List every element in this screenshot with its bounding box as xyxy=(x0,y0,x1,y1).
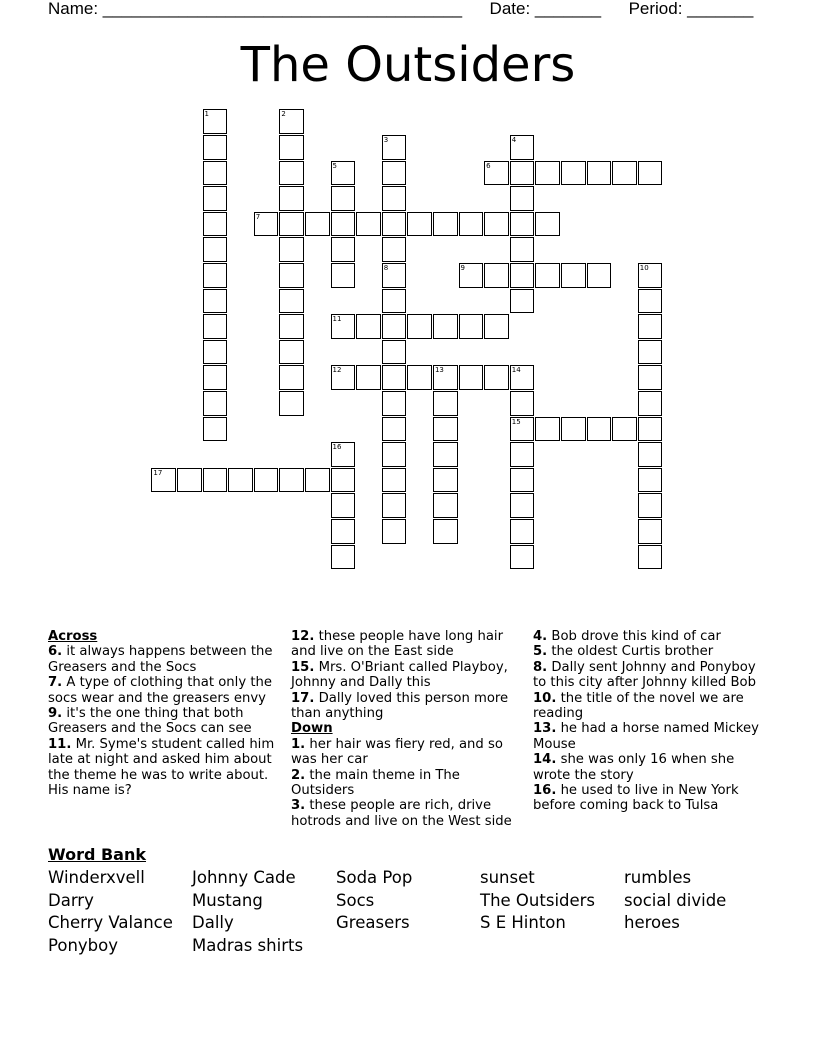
clue-number-label: 15 xyxy=(511,417,521,426)
clues-column-3 xyxy=(533,629,773,814)
crossword-cell[interactable] xyxy=(203,289,228,314)
crossword-cell[interactable] xyxy=(433,365,458,390)
crossword-cell[interactable] xyxy=(433,468,458,493)
crossword-cell[interactable] xyxy=(279,365,304,390)
crossword-cell[interactable] xyxy=(382,263,407,288)
clue-number-label: 6 xyxy=(486,161,491,170)
crossword-cell[interactable] xyxy=(484,314,509,339)
crossword-cell[interactable] xyxy=(151,468,176,493)
crossword-cell[interactable] xyxy=(459,365,484,390)
word-bank-item: The Outsiders xyxy=(480,890,596,910)
clue-across-15: 15. Mrs. O'Briant called Playboy, Johnny and Dally this xyxy=(291,659,508,691)
clue-number-label: 3 xyxy=(383,135,389,144)
crossword-cell[interactable] xyxy=(587,263,612,288)
clue-number-label: 17 xyxy=(153,468,163,477)
crossword-cell[interactable] xyxy=(459,263,484,288)
crossword-cell[interactable] xyxy=(587,417,612,442)
crossword-cell[interactable] xyxy=(510,212,535,237)
crossword-cell[interactable] xyxy=(638,314,663,339)
crossword-cell[interactable] xyxy=(254,212,279,237)
crossword-cell[interactable] xyxy=(382,519,407,544)
crossword-cell[interactable] xyxy=(638,545,663,570)
crossword-cell[interactable] xyxy=(254,468,279,493)
crossword-cell[interactable] xyxy=(510,468,535,493)
crossword-cell[interactable] xyxy=(279,135,304,160)
crossword-cell[interactable] xyxy=(203,263,228,288)
clue-across-12: 12. these people have long hair and live on the East side xyxy=(291,629,504,660)
crossword-cell[interactable] xyxy=(356,314,381,339)
crossword-cell[interactable] xyxy=(510,161,535,186)
crossword-cell[interactable] xyxy=(638,161,663,186)
word-bank-item: Ponyboy xyxy=(48,935,119,955)
clue-number-label: 14 xyxy=(511,366,521,375)
clue-down-8: 8. Dally sent Johnny and Ponyboy to this city after Johnny killed Bob xyxy=(533,659,756,691)
crossword-cell[interactable] xyxy=(638,391,663,416)
crossword-cell[interactable] xyxy=(203,212,228,237)
crossword-cell[interactable] xyxy=(382,289,407,314)
crossword-cell[interactable] xyxy=(382,442,407,467)
word-bank-item: Dally xyxy=(192,913,234,933)
across-heading: Across xyxy=(48,629,98,644)
crossword-cell[interactable] xyxy=(561,161,586,186)
crossword-cell[interactable] xyxy=(433,493,458,518)
crossword-cell[interactable] xyxy=(638,289,663,314)
crossword-cell[interactable] xyxy=(382,493,407,518)
crossword-cell[interactable] xyxy=(382,417,407,442)
crossword-cell[interactable] xyxy=(331,237,356,262)
crossword-cell[interactable] xyxy=(331,442,356,467)
clues-column-2 xyxy=(291,629,521,829)
crossword-cell[interactable] xyxy=(305,468,330,493)
clue-across-9: 9. it's the one thing that both Greasers and the Socs can see xyxy=(48,706,252,737)
crossword-cell[interactable] xyxy=(433,391,458,416)
name-field-label[interactable]: Name: ______________________________________ xyxy=(48,0,463,18)
clue-number-label: 16 xyxy=(332,443,342,452)
clue-number-label: 1 xyxy=(204,110,210,119)
clue-down-4: 4. Bob drove this kind of car xyxy=(533,629,721,644)
crossword-cell[interactable] xyxy=(382,212,407,237)
crossword-cell[interactable] xyxy=(203,135,228,160)
crossword-cell[interactable] xyxy=(382,314,407,339)
crossword-cell[interactable] xyxy=(228,468,253,493)
crossword-cell[interactable] xyxy=(638,365,663,390)
crossword-cell[interactable] xyxy=(382,340,407,365)
word-bank-item: Johnny Cade xyxy=(192,868,296,887)
crossword-cell[interactable] xyxy=(612,417,637,442)
crossword-cell[interactable] xyxy=(305,212,330,237)
crossword-cell[interactable] xyxy=(510,186,535,211)
crossword-cell[interactable] xyxy=(535,417,560,442)
clue-down-13: 13. he had a horse named Mickey Mouse xyxy=(533,721,759,752)
crossword-cell[interactable] xyxy=(407,365,432,390)
word-bank-item: S E Hinton xyxy=(480,913,566,933)
crossword-cell[interactable] xyxy=(279,340,304,365)
word-bank-heading: Word Bank xyxy=(48,845,147,864)
crossword-cell[interactable] xyxy=(331,493,356,518)
clue-down-10: 10. the title of the novel we are reading xyxy=(533,690,744,722)
word-bank-item: heroes xyxy=(624,913,680,933)
crossword-cell[interactable] xyxy=(203,314,228,339)
crossword-cell[interactable] xyxy=(279,314,304,339)
clue-number-label: 9 xyxy=(460,263,466,272)
clue-number-label: 5 xyxy=(332,161,338,170)
clue-down-16: 16. he used to live in New York before coming back to Tulsa xyxy=(533,783,739,814)
crossword-cell[interactable] xyxy=(279,289,304,314)
word-bank-column-3 xyxy=(336,867,412,935)
crossword-cell[interactable] xyxy=(331,314,356,339)
period-field-label[interactable]: Period: _______ xyxy=(628,0,754,18)
clue-number-label: 10 xyxy=(639,263,649,272)
crossword-cell[interactable] xyxy=(638,468,663,493)
crossword-cell[interactable] xyxy=(203,417,228,442)
date-field-label[interactable]: Date: _______ xyxy=(489,0,602,18)
crossword-cell[interactable] xyxy=(510,391,535,416)
crossword-cell[interactable] xyxy=(203,365,228,390)
crossword-cell[interactable] xyxy=(203,109,228,134)
crossword-cell[interactable] xyxy=(279,468,304,493)
page-title: The Outsiders xyxy=(240,37,576,93)
clues-column-1 xyxy=(48,629,280,798)
clue-across-6: 6. it always happens between the Greasers and the Socs xyxy=(48,644,273,675)
clue-number-label: 11 xyxy=(332,315,342,324)
clue-number-label: 12 xyxy=(332,366,342,375)
clue-number-label: 7 xyxy=(255,212,261,221)
crossword-cell[interactable] xyxy=(484,212,509,237)
clue-down-5: 5. the oldest Curtis brother xyxy=(533,644,714,660)
crossword-cell[interactable] xyxy=(331,468,356,493)
word-bank-column-2 xyxy=(192,867,303,957)
crossword-cell[interactable] xyxy=(433,314,458,339)
crossword-cell[interactable] xyxy=(510,417,535,442)
clue-number-label: 2 xyxy=(281,110,286,119)
crossword-cell[interactable] xyxy=(433,519,458,544)
word-bank-column-5 xyxy=(624,867,726,935)
crossword-cell[interactable] xyxy=(177,468,202,493)
crossword-cell[interactable] xyxy=(279,391,304,416)
crossword-cell[interactable] xyxy=(587,161,612,186)
crossword-cell[interactable] xyxy=(356,365,381,390)
crossword-cell[interactable] xyxy=(510,545,535,570)
word-bank-item: rumbles xyxy=(624,868,692,887)
crossword-cell[interactable] xyxy=(484,365,509,390)
crossword-cell[interactable] xyxy=(203,237,228,262)
clue-down-2: 2. the main theme in The Outsiders xyxy=(291,767,460,799)
crossword-cell[interactable] xyxy=(203,468,228,493)
clue-down-14: 14. she was only 16 when she wrote the story xyxy=(533,752,735,783)
clue-number-label: 13 xyxy=(434,366,444,375)
crossword-cell[interactable] xyxy=(510,442,535,467)
word-bank-column-4 xyxy=(480,867,595,935)
crossword-cell[interactable] xyxy=(638,519,663,544)
crossword-cell[interactable] xyxy=(510,493,535,518)
crossword-cell[interactable] xyxy=(331,161,356,186)
crossword-cell[interactable] xyxy=(407,212,432,237)
crossword-cell[interactable] xyxy=(510,237,535,262)
crossword-cell[interactable] xyxy=(382,161,407,186)
clue-down-1: 1. her hair was fiery red, and so was her car xyxy=(291,736,503,768)
crossword-cell[interactable] xyxy=(638,340,663,365)
word-bank-item: Cherry Valance xyxy=(48,913,173,933)
clue-down-3: 3. these people are rich, drive hotrods and live on the West side xyxy=(291,798,512,829)
word-bank-item: sunset xyxy=(480,868,535,887)
word-bank-item: Madras shirts xyxy=(192,935,304,955)
crossword-cell[interactable] xyxy=(382,237,407,262)
crossword-cell[interactable] xyxy=(535,161,560,186)
word-bank-item: Greasers xyxy=(336,913,410,933)
crossword-cell[interactable] xyxy=(510,289,535,314)
crossword-cell[interactable] xyxy=(331,263,356,288)
clue-across-11: 11. Mr. Syme's student called him late at night and asked him about the theme he was to write about. His name is? xyxy=(48,736,275,799)
word-bank-item: Soda Pop xyxy=(336,868,413,887)
crossword-cell[interactable] xyxy=(433,212,458,237)
crossword-cell[interactable] xyxy=(612,161,637,186)
word-bank-item: social divide xyxy=(624,890,727,910)
crossword-cell[interactable] xyxy=(382,135,407,160)
crossword-cell[interactable] xyxy=(203,186,228,211)
crossword-cell[interactable] xyxy=(510,263,535,288)
crossword-cell[interactable] xyxy=(459,314,484,339)
crossword-cell[interactable] xyxy=(279,109,304,134)
crossword-cell[interactable] xyxy=(638,417,663,442)
crossword-cell[interactable] xyxy=(331,186,356,211)
crossword-cell[interactable] xyxy=(484,161,509,186)
crossword-cell[interactable] xyxy=(279,212,304,237)
crossword-cell[interactable] xyxy=(279,237,304,262)
crossword-cell[interactable] xyxy=(279,263,304,288)
crossword-cell[interactable] xyxy=(561,263,586,288)
crossword-cell[interactable] xyxy=(433,442,458,467)
crossword-cell[interactable] xyxy=(331,545,356,570)
clue-number-label: 4 xyxy=(511,135,517,144)
crossword-cell[interactable] xyxy=(510,365,535,390)
crossword-cell[interactable] xyxy=(356,212,381,237)
word-bank-item: Darry xyxy=(48,890,94,910)
crossword-cell[interactable] xyxy=(382,468,407,493)
crossword-cell[interactable] xyxy=(203,161,228,186)
crossword-cell[interactable] xyxy=(382,391,407,416)
clue-across-7: 7. A type of clothing that only the socs wear and the greasers envy xyxy=(48,675,272,706)
crossword-cell[interactable] xyxy=(638,493,663,518)
crossword-cell[interactable] xyxy=(510,135,535,160)
crossword-cell[interactable] xyxy=(510,519,535,544)
crossword-cell[interactable] xyxy=(331,365,356,390)
crossword-cell[interactable] xyxy=(561,417,586,442)
crossword-cell[interactable] xyxy=(331,519,356,544)
crossword-cell[interactable] xyxy=(331,212,356,237)
word-bank-item: Mustang xyxy=(192,890,263,910)
crossword-cell[interactable] xyxy=(407,314,432,339)
word-bank-item: Socs xyxy=(336,890,375,910)
clue-number-label: 8 xyxy=(383,263,389,272)
crossword-cell[interactable] xyxy=(203,340,228,365)
clue-across-17: 17. Dally loved this person more than anything xyxy=(291,690,509,722)
crossword-cell[interactable] xyxy=(638,442,663,467)
word-bank-item: Winderxvell xyxy=(48,868,145,887)
word-bank-column-1 xyxy=(48,867,173,957)
crossword-cell[interactable] xyxy=(535,212,560,237)
down-heading: Down xyxy=(291,721,333,737)
crossword-cell[interactable] xyxy=(433,417,458,442)
crossword-cell[interactable] xyxy=(382,365,407,390)
crossword-cell[interactable] xyxy=(484,263,509,288)
crossword-cell[interactable] xyxy=(638,263,663,288)
crossword-cell[interactable] xyxy=(459,212,484,237)
crossword-cell[interactable] xyxy=(203,391,228,416)
crossword-cell[interactable] xyxy=(279,186,304,211)
crossword-cell[interactable] xyxy=(279,161,304,186)
crossword-cell[interactable] xyxy=(535,263,560,288)
crossword-cell[interactable] xyxy=(382,186,407,211)
